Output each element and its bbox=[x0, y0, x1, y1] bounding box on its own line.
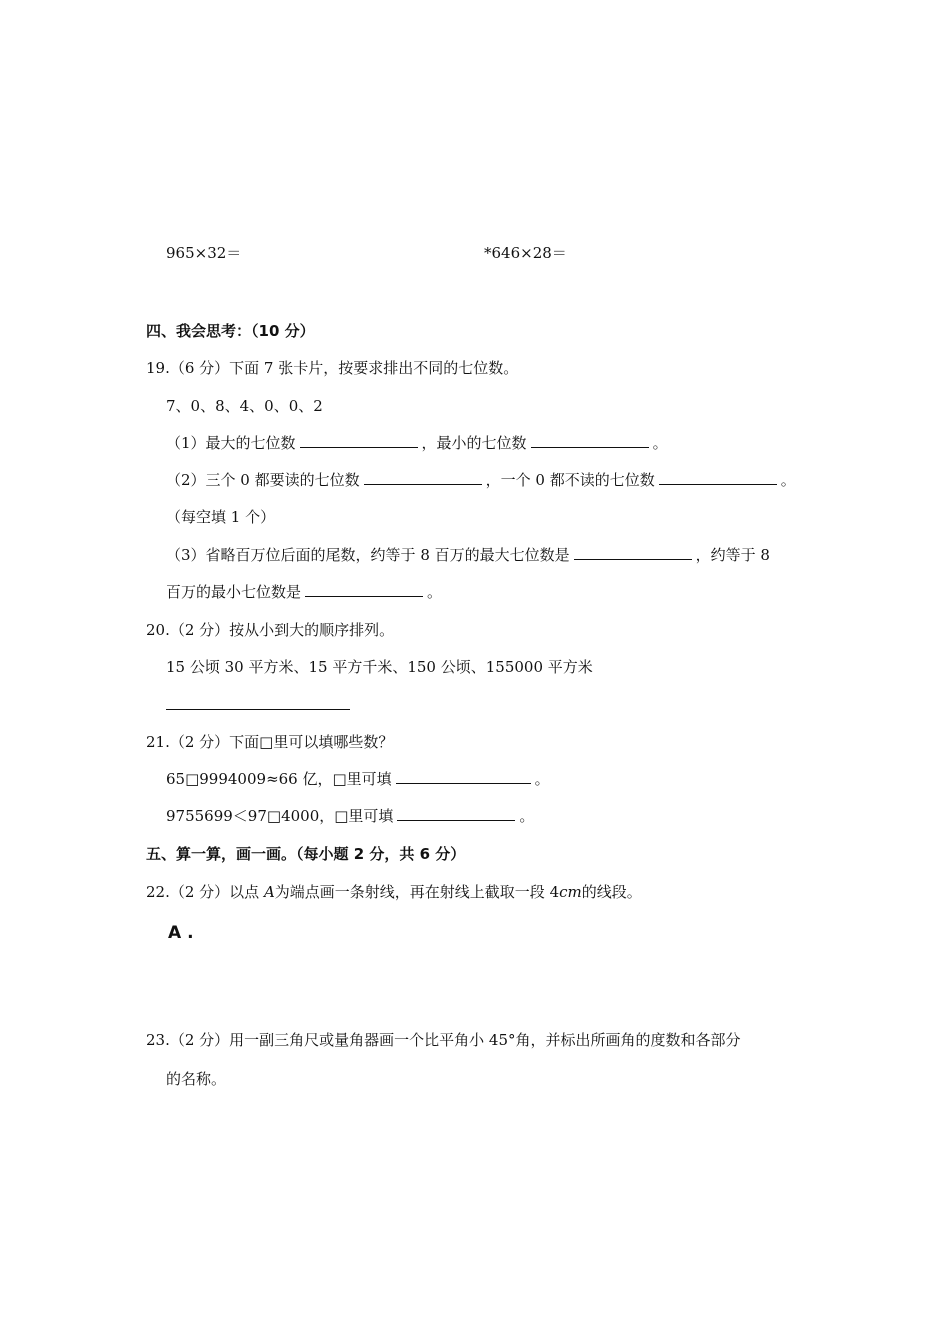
q19-part3-text-b: ，约等于 8 bbox=[695, 546, 770, 564]
q19-part1 bbox=[166, 433, 668, 453]
q21-line1-text: 65□9994009≈66 亿，□里可填 bbox=[166, 770, 392, 788]
point-a-dot: . bbox=[187, 923, 194, 943]
calc-right: *646×28＝ bbox=[484, 244, 567, 262]
q22-unit: cm bbox=[559, 883, 582, 901]
section-5-heading: 五、算一算，画一画。（每小题 2 分，共 6 分） bbox=[146, 845, 466, 863]
q19-part3-cont bbox=[166, 582, 442, 602]
calc-left: 965×32＝ bbox=[166, 244, 242, 262]
point-a-letter: A bbox=[168, 923, 182, 943]
q20-answer-blank[interactable] bbox=[166, 709, 350, 710]
q19-part2-text-a: （2）三个 0 都要读的七位数 bbox=[166, 471, 360, 489]
q19-min-blank[interactable] bbox=[305, 582, 423, 597]
point-a-label bbox=[168, 922, 194, 944]
q19-part3 bbox=[166, 545, 770, 565]
q19-part2-note: （每空填 1 个） bbox=[166, 508, 276, 526]
q19-smallest-blank[interactable] bbox=[531, 433, 649, 448]
q19-three-zeros-blank[interactable] bbox=[364, 470, 482, 485]
q22-stem-c: 的线段。 bbox=[581, 883, 642, 901]
q19-no-zero-blank[interactable] bbox=[659, 470, 777, 485]
q19-part1-text-a: （1）最大的七位数 bbox=[166, 434, 296, 452]
q22-stem bbox=[146, 882, 642, 902]
q23-stem-line1: 23.（2 分）用一副三角尺或量角器画一个比平角小 45°角，并标出所画角的度数和各部分 bbox=[146, 1031, 741, 1049]
q21-line1 bbox=[166, 769, 550, 789]
q19-part3-text-c: 百万的最小七位数是 bbox=[166, 583, 302, 601]
q21-line2-blank[interactable] bbox=[397, 806, 515, 821]
q21-line1-end: 。 bbox=[534, 770, 550, 788]
q23-stem-line2: 的名称。 bbox=[166, 1070, 227, 1088]
q19-cards: 7、0、8、4、0、0、2 bbox=[166, 397, 323, 415]
q19-part1-end: 。 bbox=[652, 434, 668, 452]
q22-stem-a: 22.（2 分）以点 bbox=[146, 883, 260, 901]
q19-part2 bbox=[166, 470, 796, 490]
q19-part2-text-b: ，一个 0 都不读的七位数 bbox=[485, 471, 655, 489]
q19-part3-text-a: （3）省略百万位后面的尾数，约等于 8 百万的最大七位数是 bbox=[166, 546, 570, 564]
q22-stem-b: 为端点画一条射线，再在射线上截取一段 4 bbox=[274, 883, 560, 901]
q21-stem: 21.（2 分）下面□里可以填哪些数？ bbox=[146, 733, 394, 751]
q19-part2-end: 。 bbox=[780, 471, 796, 489]
q20-items: 15 公顷 30 平方米、15 平方千米、150 公顷、155000 平方米 bbox=[166, 658, 593, 676]
q21-line2-text: 9755699＜97□4000，□里可填 bbox=[166, 807, 394, 825]
q19-part1-text-b: ，最小的七位数 bbox=[421, 434, 527, 452]
q19-stem: 19.（6 分）下面 7 张卡片，按要求排出不同的七位数。 bbox=[146, 359, 519, 377]
q20-stem: 20.（2 分）按从小到大的顺序排列。 bbox=[146, 621, 395, 639]
q19-max-blank[interactable] bbox=[574, 545, 692, 560]
q21-line1-blank[interactable] bbox=[396, 769, 531, 784]
q22-point-name: A bbox=[263, 883, 275, 901]
q19-part3-end: 。 bbox=[427, 583, 443, 601]
q21-line2-end: 。 bbox=[519, 807, 535, 825]
q21-line2 bbox=[166, 806, 534, 826]
q19-largest-blank[interactable] bbox=[300, 433, 418, 448]
section-4-heading: 四、我会思考：（10 分） bbox=[146, 322, 315, 340]
